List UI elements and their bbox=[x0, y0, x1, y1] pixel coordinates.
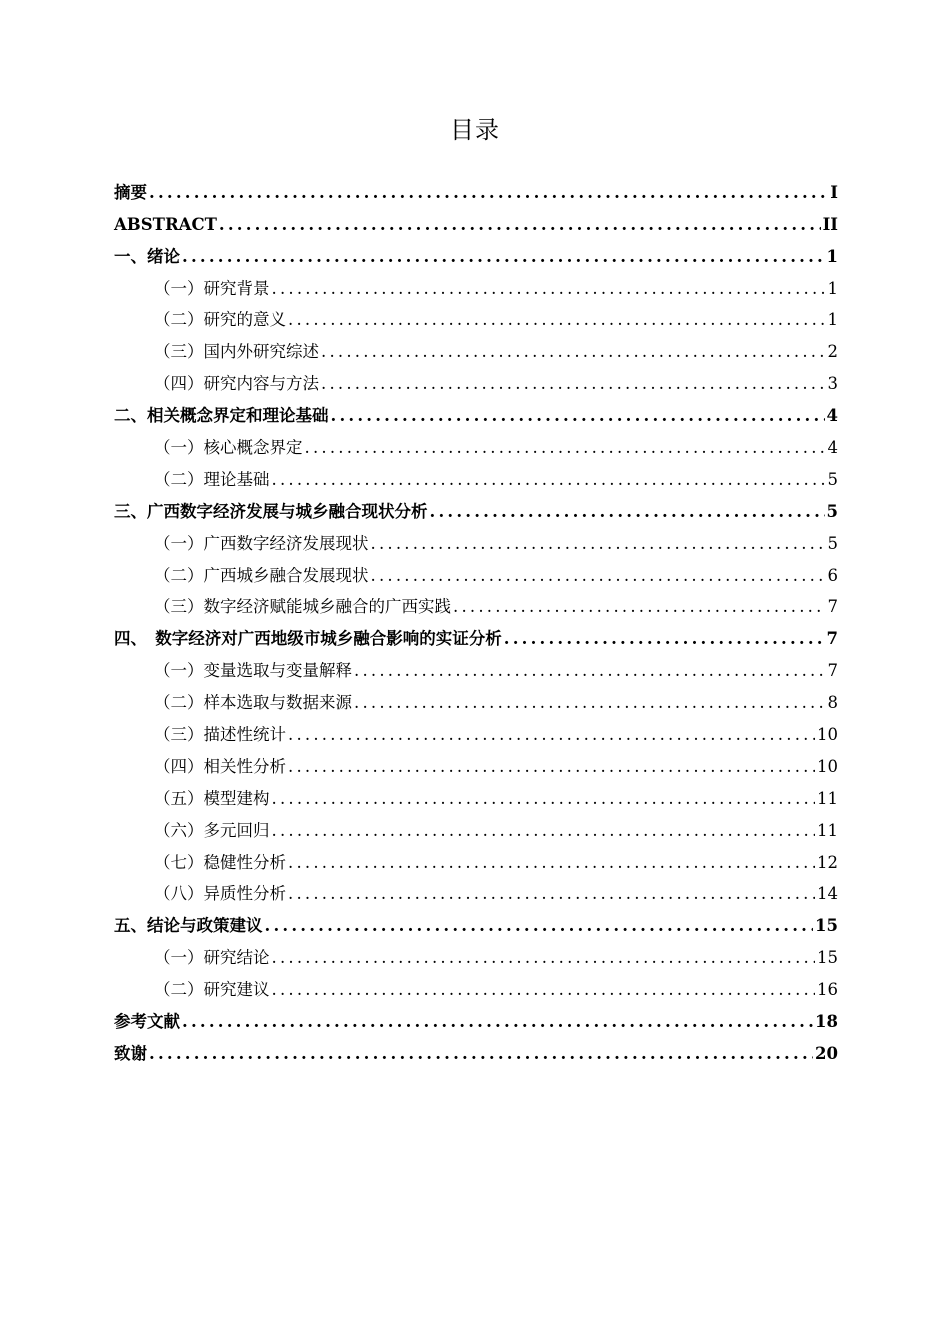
dot-leader bbox=[272, 820, 816, 842]
toc-entry-label: 异质性分析 bbox=[203, 884, 286, 904]
toc-entry-label: 研究内容与方法 bbox=[203, 374, 319, 394]
toc-entry-page-number: 5 bbox=[827, 469, 838, 489]
toc-entry-page-number: 1 bbox=[827, 310, 838, 330]
toc-entry[interactable] bbox=[114, 1001, 838, 1033]
dot-leader bbox=[321, 373, 826, 395]
toc-entry-page-number: 2 bbox=[827, 342, 838, 362]
toc-entry[interactable] bbox=[114, 682, 838, 714]
toc-entry-label: 广西城乡融合发展现状 bbox=[203, 565, 369, 585]
toc-entry-label: 二、相关概念界定和理论基础 bbox=[114, 406, 329, 426]
toc-entry-page-number: 18 bbox=[815, 1012, 838, 1032]
toc-entry-page-number: 1 bbox=[827, 278, 838, 298]
toc-entry-label: 研究建议 bbox=[203, 980, 270, 1000]
toc-entry-number: （六） bbox=[154, 820, 204, 840]
toc-entry-number: （二） bbox=[154, 310, 204, 330]
toc-entry[interactable] bbox=[114, 363, 838, 395]
toc-entry[interactable] bbox=[114, 1033, 838, 1065]
toc-entry[interactable] bbox=[114, 523, 838, 555]
toc-entry-page-number: 20 bbox=[815, 1043, 838, 1063]
toc-entry-label: 参考文献 bbox=[114, 1012, 180, 1032]
toc-entry-label: 摘要 bbox=[114, 182, 147, 202]
dot-leader bbox=[272, 947, 816, 969]
toc-entry[interactable] bbox=[114, 810, 838, 842]
toc-entry-label: 研究背景 bbox=[203, 278, 270, 298]
toc-entry-number: （三） bbox=[154, 597, 204, 617]
toc-entry[interactable] bbox=[114, 905, 838, 937]
toc-entry[interactable] bbox=[114, 236, 838, 268]
dot-leader bbox=[219, 214, 821, 236]
toc-entry[interactable] bbox=[114, 650, 838, 682]
toc-entry-label: 三、广西数字经济发展与城乡融合现状分析 bbox=[114, 501, 428, 521]
toc-entry[interactable] bbox=[114, 459, 838, 491]
toc-entry-number: （一） bbox=[154, 948, 204, 968]
toc-entry-label: 模型建构 bbox=[203, 788, 270, 808]
toc-entry-label: 样本选取与数据来源 bbox=[203, 693, 352, 713]
toc-entry-page-number: I bbox=[830, 182, 838, 202]
toc-entry-number: （三） bbox=[154, 725, 204, 745]
toc-entry-label: 研究的意义 bbox=[203, 310, 286, 330]
toc-entry-label: 国内外研究综述 bbox=[203, 342, 319, 362]
toc-entry-label: 变量选取与变量解释 bbox=[203, 661, 352, 681]
dot-leader bbox=[272, 278, 826, 300]
toc-entry-page-number: 6 bbox=[827, 565, 838, 585]
toc-title: 目录 bbox=[450, 116, 500, 144]
toc-entry-number: （四） bbox=[154, 374, 204, 394]
toc-entry[interactable] bbox=[114, 555, 838, 587]
toc-entry[interactable] bbox=[114, 842, 838, 874]
toc-entry-label: 广西数字经济发展现状 bbox=[203, 533, 369, 553]
toc-entry-page-number: 7 bbox=[827, 597, 838, 617]
toc-entry-number: （二） bbox=[154, 469, 204, 489]
toc-entry-label: 四、 数字经济对广西地级市城乡融合影响的实证分析 bbox=[114, 629, 502, 649]
toc-entry[interactable] bbox=[114, 491, 838, 523]
dot-leader bbox=[272, 469, 826, 491]
dot-leader bbox=[321, 341, 826, 363]
toc-entry[interactable] bbox=[114, 746, 838, 778]
dot-leader bbox=[288, 883, 815, 905]
toc-entry-number: （一） bbox=[154, 278, 204, 298]
toc-entry-page-number: 16 bbox=[817, 980, 838, 1000]
toc-entry-number: （二） bbox=[154, 980, 204, 1000]
toc-entry-page-number: 7 bbox=[826, 629, 838, 649]
toc-entry-page-number: 10 bbox=[817, 756, 838, 776]
toc-entry[interactable] bbox=[114, 172, 838, 204]
toc-entry-number: （一） bbox=[154, 533, 204, 553]
dot-leader bbox=[354, 660, 826, 682]
toc-entry-page-number: 4 bbox=[826, 406, 838, 426]
dot-leader bbox=[182, 1011, 813, 1033]
dot-leader bbox=[504, 628, 825, 650]
toc-entry[interactable] bbox=[114, 874, 838, 906]
toc-entry[interactable] bbox=[114, 969, 838, 1001]
dot-leader bbox=[182, 246, 825, 268]
dot-leader bbox=[371, 533, 826, 555]
toc-entry[interactable] bbox=[114, 395, 838, 427]
toc-entry-label: ABSTRACT bbox=[114, 214, 217, 234]
toc-entry-number: （一） bbox=[154, 661, 204, 681]
toc-entry-page-number: 14 bbox=[817, 884, 838, 904]
toc-entry[interactable] bbox=[114, 618, 838, 650]
dot-leader bbox=[305, 437, 826, 459]
toc-entry-label: 五、结论与政策建议 bbox=[114, 916, 263, 936]
toc-entry-number: （二） bbox=[154, 565, 204, 585]
toc-entry-page-number: 12 bbox=[817, 852, 838, 872]
dot-leader bbox=[272, 979, 816, 1001]
toc-entry-number: （七） bbox=[154, 852, 204, 872]
toc-entry-page-number: II bbox=[822, 214, 838, 234]
toc-entry-label: 理论基础 bbox=[203, 469, 270, 489]
toc-entry[interactable] bbox=[114, 268, 838, 300]
dot-leader bbox=[354, 692, 826, 714]
toc-entry-number: （一） bbox=[154, 438, 204, 458]
toc-entry-label: 研究结论 bbox=[203, 948, 270, 968]
dot-leader bbox=[272, 788, 816, 810]
toc-entry[interactable] bbox=[114, 204, 838, 236]
toc-entry-page-number: 4 bbox=[827, 438, 838, 458]
toc-entry[interactable] bbox=[114, 714, 838, 746]
toc-entry-number: （八） bbox=[154, 884, 204, 904]
dot-leader bbox=[453, 596, 826, 618]
toc-entry-label: 描述性统计 bbox=[203, 725, 286, 745]
toc-entry-page-number: 5 bbox=[826, 501, 838, 521]
toc-entry-page-number: 1 bbox=[826, 246, 838, 266]
dot-leader bbox=[288, 724, 815, 746]
toc-entry-page-number: 7 bbox=[827, 661, 838, 681]
toc-entry-label: 数字经济赋能城乡融合的广西实践 bbox=[203, 597, 451, 617]
dot-leader bbox=[288, 852, 815, 874]
toc-entry-page-number: 3 bbox=[827, 374, 838, 394]
dot-leader bbox=[331, 405, 825, 427]
table-of-contents bbox=[114, 172, 838, 1065]
toc-entry[interactable] bbox=[114, 587, 838, 619]
toc-entry-label: 一、绪论 bbox=[114, 246, 180, 266]
toc-entry-page-number: 11 bbox=[817, 820, 838, 840]
dot-leader bbox=[149, 182, 828, 204]
toc-entry-label: 稳健性分析 bbox=[203, 852, 286, 872]
toc-entry[interactable] bbox=[114, 427, 838, 459]
dot-leader bbox=[288, 756, 815, 778]
toc-entry[interactable] bbox=[114, 937, 838, 969]
toc-entry-number: （四） bbox=[154, 756, 204, 776]
toc-entry-label: 相关性分析 bbox=[203, 756, 286, 776]
toc-entry[interactable] bbox=[114, 331, 838, 363]
toc-entry-number: （二） bbox=[154, 693, 204, 713]
toc-entry-number: （三） bbox=[154, 342, 204, 362]
dot-leader bbox=[371, 565, 826, 587]
toc-entry-page-number: 10 bbox=[817, 725, 838, 745]
toc-entry-number: （五） bbox=[154, 788, 204, 808]
dot-leader bbox=[288, 309, 826, 331]
toc-entry-page-number: 11 bbox=[817, 788, 838, 808]
dot-leader bbox=[430, 501, 825, 523]
toc-entry-page-number: 8 bbox=[827, 693, 838, 713]
toc-entry-label: 致谢 bbox=[114, 1043, 147, 1063]
dot-leader bbox=[149, 1043, 813, 1065]
toc-entry-page-number: 15 bbox=[815, 916, 838, 936]
toc-entry-label: 核心概念界定 bbox=[203, 438, 303, 458]
toc-entry-label: 多元回归 bbox=[203, 820, 270, 840]
toc-entry[interactable] bbox=[114, 300, 838, 332]
toc-entry-page-number: 15 bbox=[817, 948, 838, 968]
toc-entry-page-number: 5 bbox=[827, 533, 838, 553]
dot-leader bbox=[265, 915, 814, 937]
toc-entry[interactable] bbox=[114, 778, 838, 810]
